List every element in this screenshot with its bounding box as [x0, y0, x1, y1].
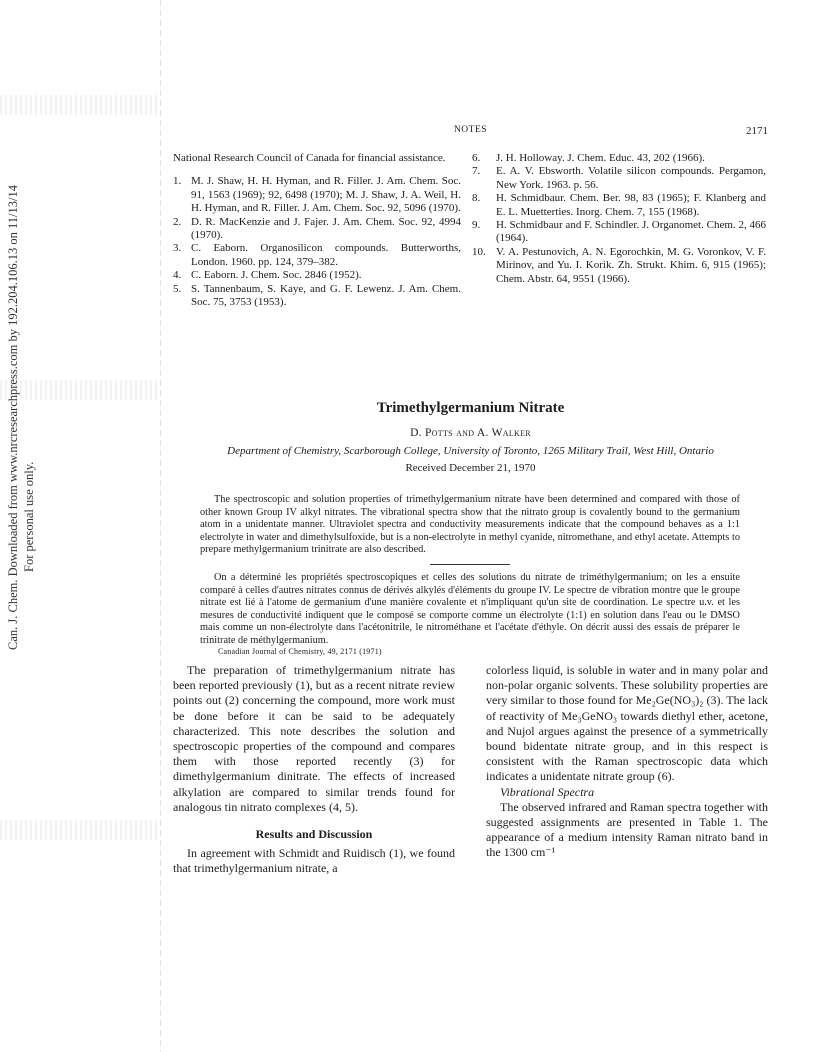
- reference-number: 7.: [472, 165, 481, 178]
- reference-number: 9.: [472, 219, 481, 232]
- reference-text: H. Schmidbaur. Chem. Ber. 98, 83 (1965); F. Klanberg and E. L. Muetterties. Inorg. Chem. 7, 155 (1968).: [496, 192, 766, 218]
- abstract-french: On a déterminé les propriétés spectroscopiques et celles des solutions du nitrate de triméthylgermanium; on les a ensuite comparé à celles d'autres nitrates connus de dérivés alkylés d'éléments du groupe IV. Le spectre de vibration montre que le groupe nitrate est lié à l'atome de germanium d'une manière covalente et n'impliquant qu'un site de coordination. Le spectre u.v. et les mesures de conductivité indiquent que le composé se comporte comme un électrolyte (1:1) en solution dans l'eau ou le DMSO mais comme un non-électrolyte dans l'acétonitrile, le nitrométhane et l'acétate d'éthyle. On décrit aussi des essais de préparer le trinitrate de méthylgermanium.: [200, 571, 740, 646]
- reference-text: S. Tannenbaum, S. Kaye, and G. F. Lewenz. J. Am. Chem. Soc. 75, 3753 (1953).: [191, 282, 461, 309]
- reference-number: 3.: [173, 242, 182, 255]
- body-paragraph: The observed infrared and Raman spectra together with suggested assignments are presented in Table 1. The appearance of a medium intensity Raman nitrato band in the 1300 cm⁻¹: [486, 799, 768, 860]
- journal-citation: Canadian Journal of Chemistry, 49, 2171 (1971): [218, 647, 382, 656]
- reference-number: 10.: [472, 245, 486, 258]
- scan-margin-line: [160, 0, 161, 1052]
- page-number: 2171: [746, 125, 768, 137]
- acknowledgement: National Research Council of Canada for financial assistance.: [173, 152, 446, 164]
- download-watermark: [2, 180, 42, 650]
- watermark-line-1: Can. J. Chem. Downloaded from www.nrcresearchpress.com by 192.204.106.13 on 11/13/14: [6, 185, 20, 650]
- reference-text: H. Schmidbaur and F. Schindler. J. Organomet. Chem. 2, 466 (1964).: [496, 219, 766, 245]
- reference-list-left: [173, 175, 461, 309]
- body-left-column: [173, 663, 455, 877]
- reference-item: [173, 283, 461, 310]
- subsection-heading: Vibrational Spectra: [500, 784, 595, 799]
- article-header: [173, 400, 768, 474]
- reference-text: E. A. V. Ebsworth. Volatile silicon compounds. Pergamon, New York. 1963. p. 56.: [496, 165, 766, 191]
- body-paragraph: The preparation of trimethylgermanium nitrate has been reported previously (1), but as a recent nitrate review points out (2) concerning the compound, more work must be done before it can be said to be adequately characterized. This note describes the solution and spectroscopic properties of the compound and compares them with those reported recently (3) for dimethylgermanium dinitrate. The effects of increased alkylation are compared to similar trends found for analogous tin nitrato complexes (4, 5).: [173, 663, 455, 814]
- reference-item: [173, 269, 461, 282]
- running-header: [173, 125, 768, 141]
- watermark-line-2: For personal use only.: [22, 461, 36, 572]
- reference-number: 6.: [472, 152, 481, 164]
- article-affiliation: Department of Chemistry, Scarborough College, University of Toronto, 1265 Military Trail, West Hill, Ontario: [227, 445, 714, 457]
- abstract-english: The spectroscopic and solution properties of trimethylgermanium nitrate have been determined and compared with those of other known Group IV alkyl nitrates. The vibrational spectra show that the nitrato group is covalently bound to the germanium atom in a unidentate manner. Ultraviolet spectra and conductivity measurements indicate that the compound behaves as a 1:1 electrolyte in water and dimethylsulfoxide, but is a non-electrolyte in methyl cyanide, nitromethane, and ethyl acetate. Attempts to prepare methylgermanium trinitrate are also described.: [200, 494, 740, 556]
- reference-item: [173, 175, 461, 215]
- scan-noise: [0, 820, 160, 840]
- reference-text: C. Eaborn. Organosilicon compounds. Butterworths, London. 1960. pp. 124, 379–382.: [191, 242, 461, 268]
- reference-item: [173, 216, 461, 243]
- abstract-divider: [430, 564, 510, 565]
- scan-noise: [0, 95, 160, 115]
- reference-number: 5.: [173, 282, 182, 295]
- reference-text: M. J. Shaw, H. H. Hyman, and R. Filler. J. Am. Chem. Soc. 91, 1563 (1969); 92, 6498 (1970); M. J. Shaw, J. A. Weil, H. H. Hyman, and R. Filler. J. Am. Chem. Soc. 92, 5096 (1970).: [191, 175, 461, 215]
- reference-number: 1.: [173, 175, 182, 188]
- references-right-column: [472, 152, 766, 286]
- section-heading: Results and Discussion: [255, 827, 373, 842]
- reference-text: V. A. Pestunovich, A. N. Egorochkin, M. G. Voronkov, V. F. Mirinov, and Yu. I. Korik. Zh. Strukt. Khim. 6, 915 (1965); Chem. Abstr. 64, 9551 (1966).: [496, 245, 766, 285]
- reference-number: 8.: [472, 192, 481, 205]
- body-paragraph: In agreement with Schmidt and Ruidisch (1), we found that trimethylgermanium nitrate, a: [173, 846, 455, 876]
- reference-text: D. R. MacKenzie and J. Fajer. J. Am. Chem. Soc. 92, 4994 (1970).: [191, 215, 461, 242]
- reference-list-right: [472, 152, 766, 286]
- reference-item: [173, 242, 461, 269]
- article-authors: D. Potts and A. Walker: [410, 427, 531, 439]
- reference-item: [472, 165, 766, 192]
- reference-text: J. H. Holloway. J. Chem. Educ. 43, 202 (1966).: [496, 152, 705, 164]
- article-title: Trimethylgermanium Nitrate: [376, 400, 565, 416]
- reference-number: 2.: [173, 215, 182, 228]
- abstract: [200, 494, 740, 648]
- received-date: Received December 21, 1970: [405, 462, 536, 474]
- body-paragraph: colorless liquid, is soluble in water and in many polar and non-polar organic solvents. These solubility properties are very similar to those found for Me₂Ge(NO₃)₂ (3). The lack of reactivity of Me₃GeNO₃ towards diethyl ether, acetone, and Nujol argues against the presence of a symmetrically bound bidentate nitrate group, and in this respect is consistent with the Raman spectroscopic data which indicates a unidentate nitrate group (6).: [486, 663, 768, 784]
- reference-item: [472, 152, 766, 165]
- reference-number: 4.: [173, 269, 182, 282]
- reference-item: [472, 192, 766, 219]
- body-right-column: [486, 663, 768, 861]
- references-left-column: [173, 152, 461, 309]
- reference-text: C. Eaborn. J. Chem. Soc. 2846 (1952).: [191, 269, 362, 282]
- reference-item: [472, 219, 766, 246]
- running-title: NOTES: [453, 125, 488, 135]
- reference-item: [472, 245, 766, 286]
